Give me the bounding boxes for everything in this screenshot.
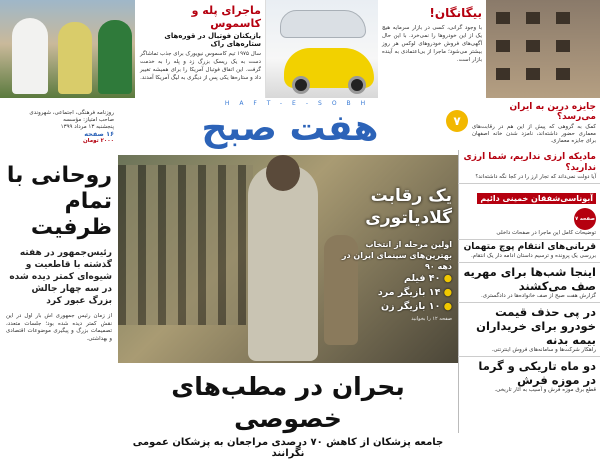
story-title: بیگانگان!	[429, 6, 482, 20]
car-white	[280, 10, 366, 38]
item-title: اینجا شب‌ها برای مهریه صف می‌کشند	[463, 265, 596, 293]
feature-cinema[interactable]	[118, 155, 458, 363]
item-title: در پی حذف قیمت خودرو برای خریداران بیمه بدنه	[476, 305, 596, 347]
story-architecture-prize[interactable]	[468, 98, 600, 150]
story-subtitle: بازیکنان فوتبال در قوره‌های ستاره‌های راک	[164, 32, 261, 48]
info-line: روزنامه فرهنگی، اجتماعی، شهروندی	[29, 110, 114, 116]
story-body: با وجود گرانی، کسی در بازار سرمایه هیچ یک از این خودروها را نمی‌خرد. با این حال آگهی‌های فروش خودروهای لوکس هر روز بیشتر می‌شود؛ ماجرا از بی‌اعتمادی به آینده بازار است.	[382, 25, 482, 63]
feature-bullet: ● ۱۴ بازیگر مرد	[377, 287, 452, 298]
story-body: سال ۱۹۷۵ تیم کاسموس نیویورک برای جذب تماشاگر دست به یک ریسک بزرگ زد و پله را به خدمت گرفت. این اتفاق فوتبال آمریکا را برای همیشه تغییر داد و ستاره‌ها یکی پس از دیگری به لیگ آمریکا آمدند.	[139, 51, 261, 81]
masthead-info	[4, 110, 114, 150]
story-body: کمک به گروهی که پیش از این هم در رقابت‌های معماری حضور داشته‌اند، نامزد شدن خانه اصفهان برای جایزه معماری.	[472, 124, 596, 144]
wheel	[348, 76, 366, 94]
item-title: دو ماه تاریکی و گرما در موزه فرش	[478, 359, 596, 387]
list-item[interactable]	[458, 263, 600, 303]
window	[526, 40, 540, 52]
right-column	[458, 150, 600, 433]
price: ۲۰۰۰ تومان	[82, 138, 114, 144]
newspaper-logo[interactable]: هفت صبح	[201, 108, 379, 149]
masthead	[0, 98, 600, 150]
window	[556, 40, 570, 52]
headline: روحانی با تمام ظرفیت	[6, 163, 112, 240]
photo-figure	[98, 20, 132, 94]
list-item[interactable]	[458, 240, 600, 263]
feature-title: یک رقابت گلادیاتوری	[365, 186, 452, 228]
list-item[interactable]	[458, 357, 600, 396]
feature-text	[340, 185, 452, 355]
column-rouhani[interactable]	[0, 155, 118, 433]
highlight-badge: آبوناسی‌شفقان خمینی دائیم	[477, 193, 596, 204]
list-item[interactable]	[458, 184, 600, 240]
feature-bullet: ● ۱۰ بازیگر زن	[380, 301, 452, 312]
main-story[interactable]	[118, 363, 458, 459]
item-body: بررسی یک پرونده و ترسیم داستان ادامه دار یک انتقام.	[470, 253, 596, 259]
main-subheadline: جامعه پزشکان از کاهش ۷۰ درصدی مراجعان به پزشکان عمومی نگرانند	[132, 437, 444, 459]
photo-figure	[58, 22, 92, 94]
page-stamp: صفحه ۷	[574, 208, 596, 230]
main-headline: بحران در مطب‌های خصوصی	[171, 372, 405, 433]
feature-bullet: ● ۴۰ فیلم	[404, 273, 452, 284]
photo-building	[486, 0, 600, 98]
story-title: ماجرای پله و کاسموس	[191, 4, 261, 30]
window	[556, 68, 570, 80]
list-item[interactable]	[458, 303, 600, 357]
item-body: توضیحات کامل این ماجرا در صفحات داخلی	[496, 230, 596, 236]
story-pele-cosmos[interactable]	[136, 0, 266, 98]
story-aliens[interactable]	[378, 0, 486, 98]
photo-pele-cosmos	[0, 0, 135, 98]
item-title: مادیکه ارزی نداریم، شما ارزی ندارید؟	[463, 152, 596, 173]
item-body: راهکار شرکت‌ها و سامانه‌های فروش اینترنتی.	[491, 347, 596, 353]
logo-badge: ۷	[446, 110, 468, 132]
window	[496, 12, 510, 24]
feature-subtitle: اولین مرحله از انتخاب بهترین‌های سینمای ایران در دهه ۹۰	[341, 240, 452, 271]
page-count: ۱۶ صفحه	[84, 130, 114, 138]
body-text: از زمان رئیس جمهوری اش بار اول در این نقش کمتر دیده شده بود؛ جلسات متعدد، تصمیمات بزرگ و پیگیری موضوعات اقتصادی و بهداشتی.	[6, 313, 112, 342]
item-body: آیا دولت نمی‌داند که تجار ارز را در کجا نگه داشته‌اند؟	[475, 174, 596, 180]
item-title: قربانی‌های انتقام پوچ متهمان	[463, 242, 596, 252]
photo-man	[248, 165, 318, 361]
info-line: صاحب امتیاز: مؤسسه	[63, 117, 114, 123]
window	[496, 68, 510, 80]
page-reference: صفحه ۱۲ را بخوانید	[411, 316, 452, 322]
story-title: جایزه درین به ایران می‌رسد؟	[509, 102, 596, 122]
wheel	[292, 76, 310, 94]
window	[496, 40, 510, 52]
photo-man-head	[266, 155, 300, 191]
list-item[interactable]	[458, 150, 600, 184]
lede: رئیس‌جمهور در هفته گذشته با قاطعیت و شیوه‌ای کمتر دیده شده در سه چهار جالش بزرگ عبور کرد	[9, 248, 112, 306]
info-line: پنجشنبه ۱۳ مرداد ۱۳۹۹	[60, 124, 114, 130]
window	[556, 12, 570, 24]
masthead-latin: HAFT-E-SOBH	[224, 100, 376, 107]
photo-figure	[12, 18, 48, 94]
photo-window	[118, 165, 253, 325]
car-yellow	[284, 48, 374, 88]
item-body: قطع برق موزه فرش و آسیب به آثار تاریخی.	[494, 387, 596, 393]
photo-cars	[266, 0, 378, 98]
window	[526, 12, 540, 24]
window	[526, 68, 540, 80]
item-body: گزارش هفت صبح از صف خانواده‌ها در دادگستری.	[481, 293, 596, 299]
